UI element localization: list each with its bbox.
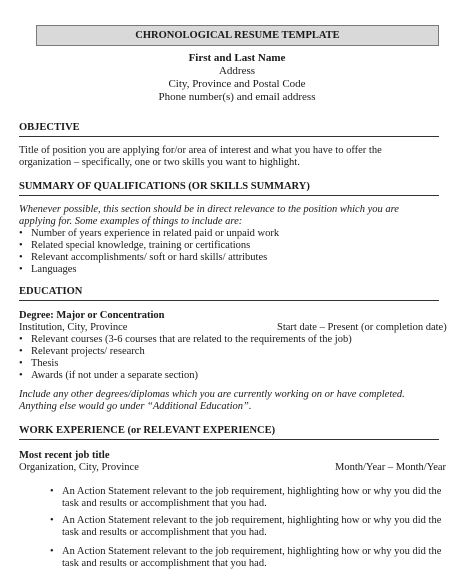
work-bullet: • An Action Statement relevant to the job requirement, highlighting how or why you did the [62,486,441,498]
candidate-address: Address [218,65,256,77]
education-bullet: • Awards (if not under a separate section) [31,370,198,382]
education-bullet: • Relevant courses (3-6 courses that are related to the requirements of the job) [31,334,352,346]
education-degree: Degree: Major or Concentration [19,310,165,321]
summary-intro-line: applying for. Some examples of things to include are: [19,216,243,227]
education-bullet: • Relevant projects/ research [31,346,145,358]
work-job-title: Most recent job title [19,450,110,461]
summary-intro-line: Whenever possible, this section should be in direct relevance to the position which you are [19,204,399,215]
work-bullet-continuation: task and results or accomplishment that you had. [62,498,267,509]
candidate-contact: Phone number(s) and email address [158,91,316,103]
template-title-banner: CHRONOLOGICAL RESUME TEMPLATE [36,25,439,46]
education-bullet: • Thesis [31,358,58,370]
education-dates: Start date – Present (or completion date) [277,322,447,333]
summary-bullet: • Relevant accomplishments/ soft or hard skills/ attributes [31,252,267,264]
objective-line: organization – specifically, one or two skills you want to highlight. [19,157,300,168]
education-heading: EDUCATION [19,286,439,301]
objective-heading: OBJECTIVE [19,122,439,137]
work-bullet-continuation: task and results or accomplishment that you had. [62,527,267,538]
education-institution: Institution, City, Province [19,322,128,333]
summary-bullet: • Languages [31,264,76,276]
work-bullet-continuation: task and results or accomplishment that you had. [62,558,267,569]
summary-heading: SUMMARY OF QUALIFICATIONS (OR SKILLS SUMMARY) [19,181,439,196]
education-note-line: Include any other degrees/diplomas which you are currently working on or have completed. [19,389,405,400]
summary-bullet: • Number of years experience in related paid or unpaid work [31,228,279,240]
work-dates: Month/Year – Month/Year [335,462,447,473]
summary-bullet: • Related special knowledge, training or certifications [31,240,250,252]
education-note-line: Anything else would go under “Additional Education”. [19,401,252,412]
candidate-name: First and Last Name [188,52,286,64]
work-organization: Organization, City, Province [19,462,139,473]
work-bullet: • An Action Statement relevant to the job requirement, highlighting how or why you did the [62,515,441,527]
candidate-city: City, Province and Postal Code [168,78,306,90]
work-heading: WORK EXPERIENCE (or RELEVANT EXPERIENCE) [19,425,439,440]
objective-line: Title of position you are applying for/or area of interest and what you have to offer the [19,145,382,156]
work-bullet: • An Action Statement relevant to the job requirement, highlighting how or why you did the [62,546,441,558]
